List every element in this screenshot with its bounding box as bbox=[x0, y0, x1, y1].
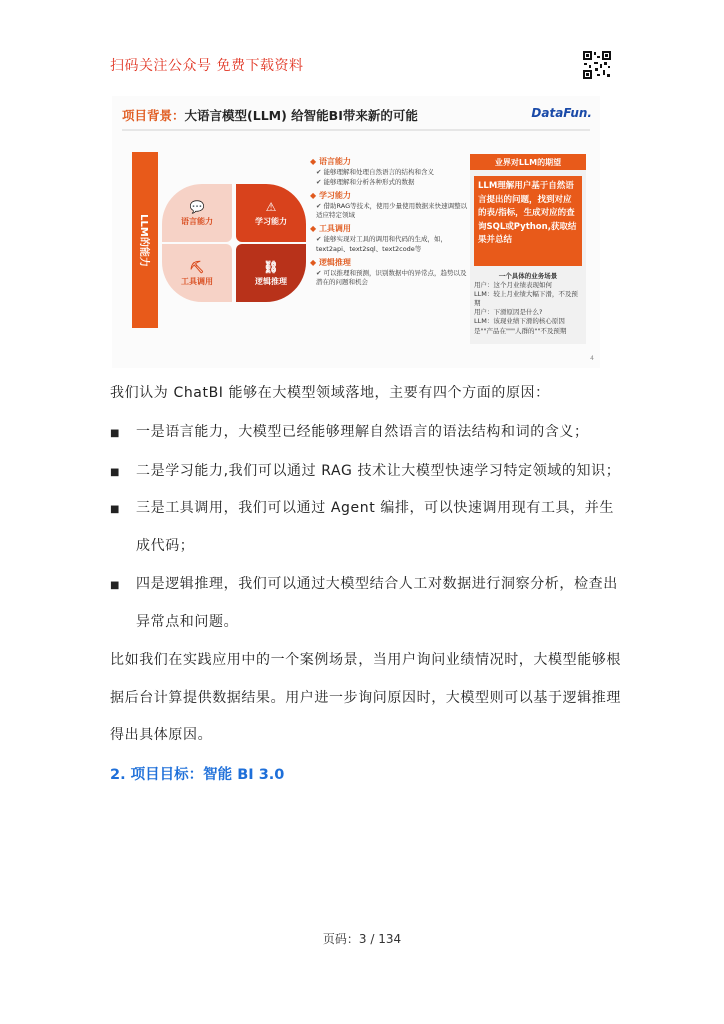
quadrant-learning: ⚠ 学习能力 bbox=[236, 184, 306, 242]
toolbox-icon: ⛏ bbox=[189, 259, 205, 274]
slide-image bbox=[112, 96, 600, 368]
expectation-panel bbox=[470, 154, 586, 344]
bullet-item: ■ 一是语言能力，大模型已经能够理解自然语言的语法结构和词的含义； bbox=[110, 424, 589, 440]
quadrant-reasoning: ⛓ 逻辑推理 bbox=[236, 244, 306, 302]
capability-list: ◆ 语言能力 ✔ 能够理解和处理自然语言的结构和含义 ✔ 能够理解和分析各种形式的数据 ◆ 学习能力 ✔ 借助RAG等技术，使用少量使用数据来快速调整以适应特定领域 ◆ 工具调用 ✔ 能够实现对工具的调用和代码的生成，如，text2api、text2sql、text2code等 ◆ 逻辑推理 ✔ 可以推理和预测，识别数据中的异常点，趋势以及潜在的问题和机会 bbox=[310, 154, 470, 288]
chat-icon: 💬 bbox=[189, 199, 205, 214]
link-icon: ⛓ bbox=[263, 259, 279, 274]
bullet-item: ■ 四是逻辑推理，我们可以通过大模型结合人工对数据进行洞察分析，检查出 bbox=[110, 576, 618, 592]
quadrant-tools: ⛏ 工具调用 bbox=[162, 244, 232, 302]
expectation-header: 业界对LLM的期望 bbox=[470, 154, 586, 170]
bullet-item: ■ 三是工具调用，我们可以通过 Agent 编排，可以快速调用现有工具，并生 bbox=[110, 500, 614, 516]
bullet-continuation: 异常点和问题。 bbox=[136, 614, 239, 630]
quadrant-language: 💬 语言能力 bbox=[162, 184, 232, 242]
qr-code bbox=[582, 50, 612, 80]
intro-paragraph: 我们认为 ChatBI 能够在大模型领域落地，主要有四个方面的原因： bbox=[110, 385, 550, 401]
slide-page-number: 4 bbox=[590, 355, 594, 362]
warning-icon: ⚠ bbox=[265, 199, 277, 214]
example-paragraph-line: 比如我们在实践应用中的一个案例场景，当用户询问业绩情况时，大模型能够根 bbox=[110, 652, 621, 668]
example-paragraph-line: 据后台计算提供数据结果。用户进一步询问原因时，大模型则可以基于逻辑推理 bbox=[110, 690, 621, 706]
example-paragraph-line: 得出具体原因。 bbox=[110, 727, 213, 743]
page-footer: 页码：3 / 134 bbox=[322, 932, 402, 946]
expectation-text: LLM理解用户基于自然语言提出的问题，找到对应的表/指标，生成对应的查询SQL或Python,获取结果并总结 bbox=[474, 176, 582, 266]
section-heading: 2. 项目目标：智能 BI 3.0 bbox=[110, 767, 285, 783]
slide-title: 项目背景：大语言模型(LLM) 给智能BI带来新的可能 bbox=[122, 108, 418, 123]
bullet-item: ■ 二是学习能力,我们可以通过 RAG 技术让大模型快速学习特定领域的知识； bbox=[110, 463, 621, 479]
bullet-continuation: 成代码； bbox=[136, 538, 195, 554]
slide-divider bbox=[122, 129, 590, 131]
promo-banner: 扫码关注公众号 免费下载资料 bbox=[110, 58, 304, 74]
case-scenario: 一个具体的业务场景 用户：这个月业绩表现如何 LLM：较上月业绩大幅下滑，不及预期 用户：下滑原因是什么? LLM：该现业绩下滑的核心原因是""产品在"""人群的""不及预期 bbox=[474, 272, 578, 335]
datafun-logo: DataFun. bbox=[531, 106, 592, 120]
llm-capability-bar: LLM的能力 bbox=[132, 152, 158, 328]
